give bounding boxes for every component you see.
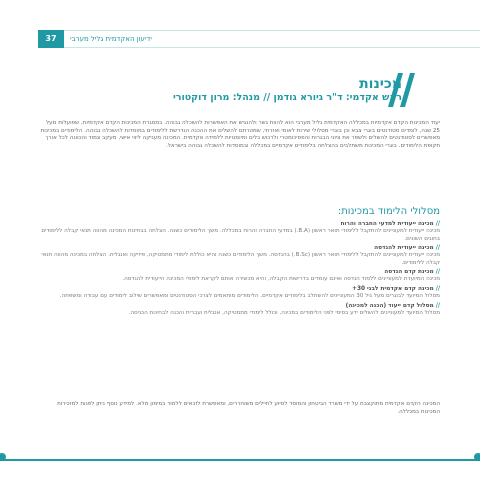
intro-paragraph: יעוד המכינות הקדם אקדמיות במכללה האקדמית גליל מערבי הוא להוות גשר ולהנגיש את האפשרות להשכלה גבוהה. במסגרת המכינות הקדם אקדמיות, שפועלות מעל 25 שנה, לומדים סטודנטים בוגרי צבא וכן בוגרי מסלולי שירות לאומי ואזרחי, שמטרתם להשלים את ההכנה הנדרשת ללימודים במוסדות להשכלה גבוהה. הלימודים במכינות מאפשרים לסטודנטים להשלים ולשפר את ציוני הבגרות והפסיכומטרי ולרכוש כלים ומיומנויות ללמידה אקדמית. המכינה מעניקה ליווי אישי, מעקב צמוד והכוונה לכל אורך תקופת הלימודים. בוגרי המכינות משתלבים בהצלחה בלימודים אקדמיים במכללה ובמוסדות להשכלה גבוהה בישראל. bbox=[40, 120, 440, 149]
track-item bbox=[40, 244, 440, 267]
track-item bbox=[40, 220, 440, 243]
page-number: 37 bbox=[38, 30, 64, 48]
tracks-list bbox=[40, 220, 440, 318]
slash-icon: // bbox=[435, 245, 440, 252]
slash-icon: // bbox=[435, 285, 440, 292]
running-header: ידיעון האקדמית גליל מערבי bbox=[70, 35, 152, 43]
track-title: מסלול קדם ייעוד (הכנה למכינה) bbox=[345, 302, 434, 309]
corner-dot-icon bbox=[0, 452, 7, 462]
section-title: מכינות bbox=[359, 76, 402, 92]
track-title: מכינה קדם אקדמית לבני 30+ bbox=[352, 285, 434, 292]
track-description: מכינה ייעודית למעוניינים להתקבל ללימודי תואר ראשון (B.A.) במדעי החברה והרוח במכללה. משך הלימודים כשנה. הצלחה בבחינות המכינה מהווה תנאי קבלה ללימודים בחוגים השונים. bbox=[41, 228, 440, 242]
track-item bbox=[40, 285, 440, 301]
slash-icon: // bbox=[435, 269, 440, 276]
closing-paragraph: המכינה הקדם אקדמית מתוקצבת על ידי משרד הביטחון והמוסד לסיוע לחיילים משוחררים, ומאפשרת לזכאים ללמוד במימון מלא. למידע נוסף ניתן לפנות למזכירות המכינות במכללה. bbox=[57, 401, 440, 415]
track-title: מכינה ייעודית להנדסה bbox=[374, 245, 434, 252]
corner-dot-icon bbox=[473, 452, 480, 462]
slash-icon: // bbox=[435, 302, 440, 309]
track-item bbox=[40, 302, 440, 318]
track-description: מסלול המיועד לבוגרים מעל גיל 30 המעוניינים להשתלב בלימודים אקדמיים. הלימודים מותאמים לצרכי הסטודנטים ומאפשרים שילוב לימודים עם עבודה ומשפחה. bbox=[59, 292, 440, 299]
footer-rule bbox=[0, 459, 480, 461]
slash-icon: // bbox=[435, 221, 440, 227]
section-heads: ראש אקדמי: ד"ר גיורא גודמן // מנהל: מרון דוקטורי bbox=[172, 92, 402, 103]
track-title: מכינת קדם הנדסה bbox=[384, 269, 434, 276]
track-title: מכינה ייעודית למדעי החברה והרוח bbox=[340, 221, 434, 227]
track-description: מסלול המיועד למעוניינים להשלים ידע בסיסי לפני הלימודים במכינה, וכולל לימודי מתמטיקה, אנגלית ועברית והכנה לבחינות הכניסה. bbox=[128, 309, 440, 316]
track-description: מכינה המיועדת למעוניינים ללמוד הנדסה ואינם עומדים בדרישות הקבלה, והיא מכשירה אותם לקראת לימודי המכינה הייעודית להנדסה. bbox=[122, 276, 440, 283]
track-item bbox=[40, 268, 440, 284]
track-description: מכינה ייעודית למעוניינים להתקבל ללימודי תואר ראשון (B.Sc.) בהנדסה. משך הלימודים כשנה והיא כוללת לימודי מתמטיקה, פיזיקה ואנגלית. הצלחה במכינה מהווה תנאי קבלה ללימודים. bbox=[41, 252, 440, 266]
tracks-subtitle: מסלולי הלימוד במכינות: bbox=[337, 206, 440, 217]
